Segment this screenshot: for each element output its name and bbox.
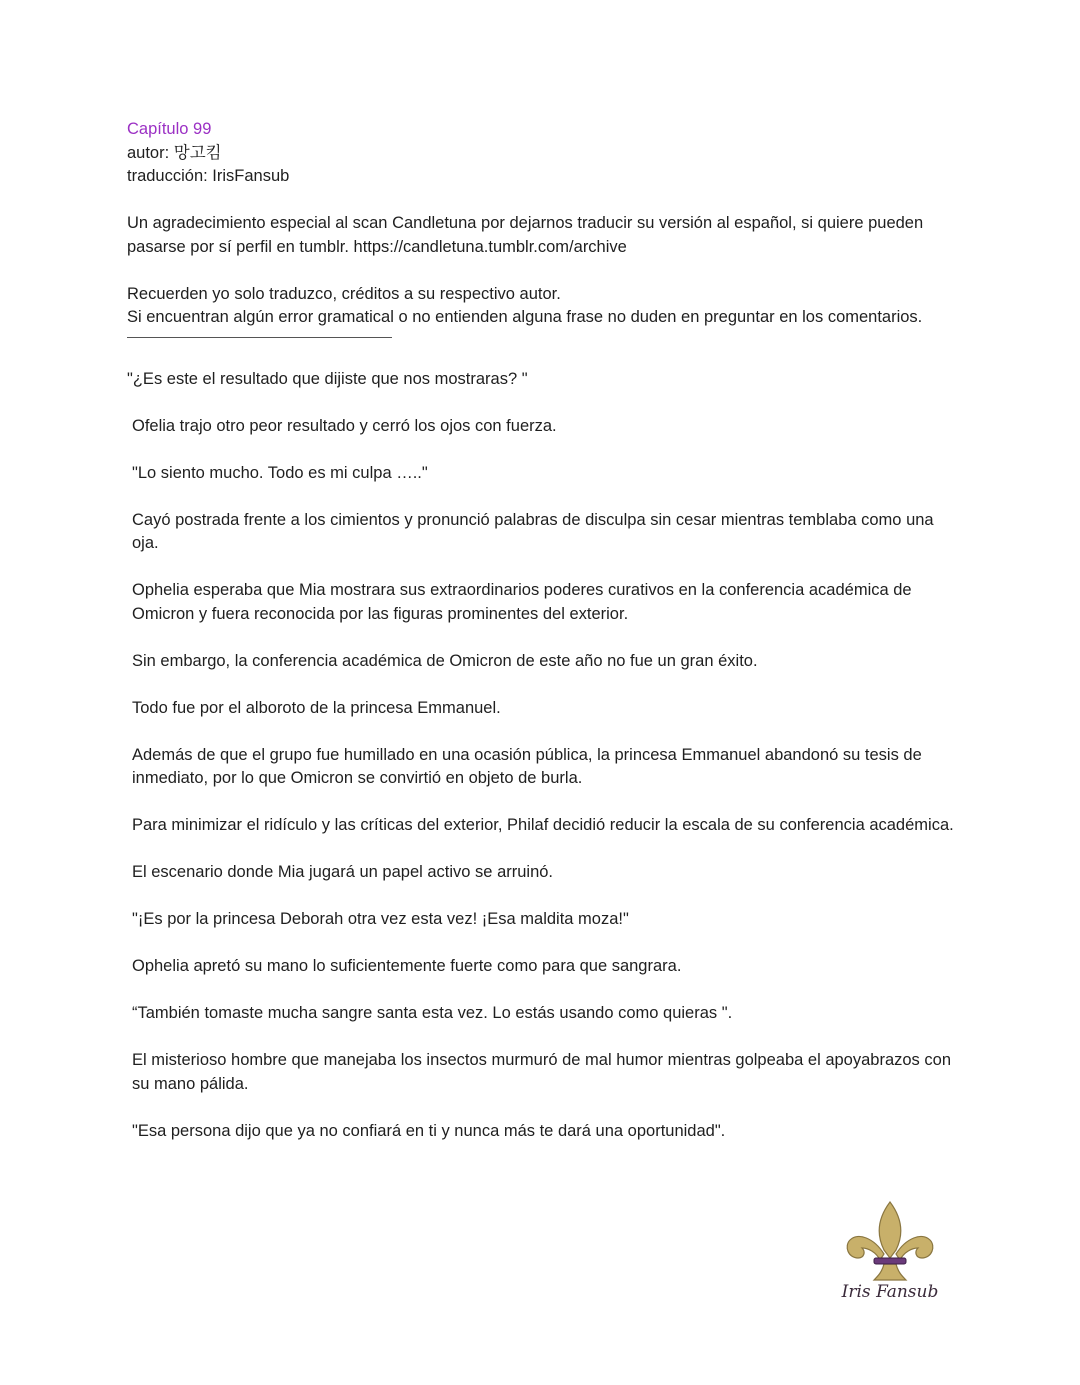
paragraph: Sin embargo, la conferencia académica de Omicron de este año no fue un gran éxito.	[132, 651, 758, 670]
paragraph: Ophelia esperaba que Mia mostrara sus extraordinarios poderes curativos en la conferencia académica de Omicron y fuera reconocida por las figuras prominentes del exterior.	[132, 581, 912, 623]
document-body	[127, 118, 957, 1167]
iris-fansub-logo	[838, 1198, 948, 1313]
paragraph: "Esa persona dijo que ya no confiará en ti y nunca más te dará una oportunidad".	[132, 1121, 726, 1140]
paragraph: Además de que el grupo fue humillado en una ocasión pública, la princesa Emmanuel abandonó su tesis de inmediato, por lo que Omicron se convirtió en objeto de burla.	[132, 745, 922, 787]
paragraph: Ophelia apretó su mano lo suficientemente fuerte como para que sangrara.	[132, 957, 682, 975]
paragraph: “También tomaste mucha sangre santa esta vez. Lo estás usando como quieras ".	[132, 1004, 733, 1022]
chapter-title: Capítulo 99	[127, 120, 212, 138]
spacer	[127, 189, 957, 213]
thanks-paragraph: Un agradecimiento especial al scan Candletuna por dejarnos traducir su versión al español, si quiere pueden pasarse por sí perfil en tumblr. https://candletuna.tumblr.com/archive	[127, 214, 924, 256]
note-line-2: Si encuentran algún error gramatical o no entienden alguna frase no duden en preguntar en los comentarios.	[127, 308, 923, 326]
divider-rule	[127, 337, 392, 338]
note-line-1: Recuerden yo solo traduzco, créditos a su respectivo autor.	[127, 284, 561, 303]
logo-text: Iris Fansub	[841, 1282, 939, 1302]
paragraph: Cayó postrada frente a los cimientos y pronunció palabras de disculpa sin cesar mientras temblaba como una oja.	[132, 510, 934, 552]
paragraph: "¿Es este el resultado que dijiste que nos mostraras? "	[127, 369, 528, 388]
paragraph: Ofelia trajo otro peor resultado y cerró los ojos con fuerza.	[132, 416, 557, 435]
translation-line: traducción: IrisFansub	[127, 167, 290, 185]
paragraph: Para minimizar el ridículo y las críticas del exterior, Philaf decidió reducir la escala de su conferencia académica.	[132, 816, 954, 834]
paragraph: "Lo siento mucho. Todo es mi culpa ….."	[132, 463, 428, 482]
author-line: autor: 망고킴	[127, 143, 222, 162]
paragraph: El escenario donde Mia jugará un papel activo se arruinó.	[132, 863, 554, 881]
fleur-de-lis-icon	[838, 1198, 942, 1284]
paragraph: "¡Es por la princesa Deborah otra vez esta vez! ¡Esa maldita moza!"	[132, 910, 629, 928]
paragraph: Todo fue por el alboroto de la princesa Emmanuel.	[132, 698, 501, 717]
paragraph: El misterioso hombre que manejaba los insectos murmuró de mal humor mientras golpeaba el apoyabrazos con su mano pálida.	[132, 1051, 951, 1093]
